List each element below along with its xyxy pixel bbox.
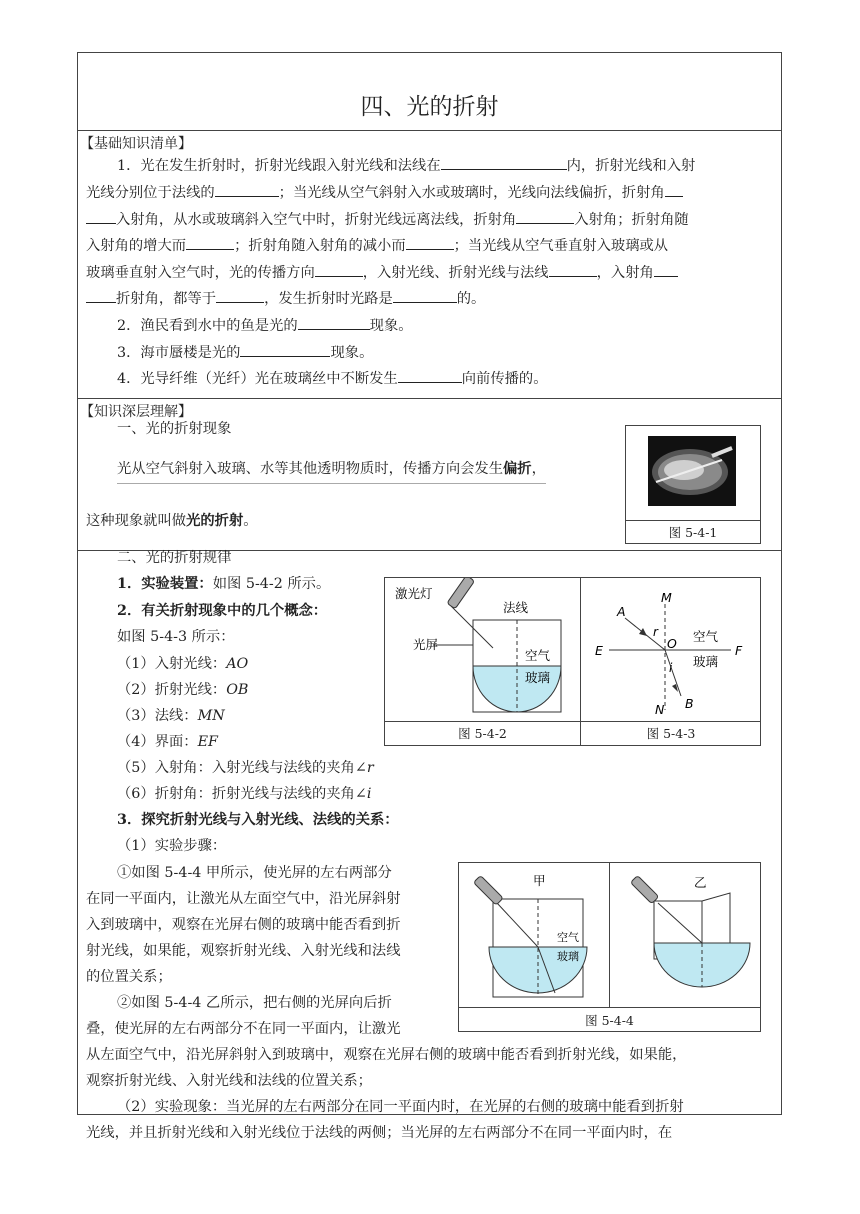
sub1-heading: 一、光的折射现象	[117, 421, 232, 437]
q1-line3: 入射角，从水或玻璃斜入空气中时，折射光线远离法线，折射角 入射角；折射角随	[86, 207, 689, 234]
concept-6: （6）折射角：折射光线与法线的夹角∠i	[117, 786, 372, 802]
label-air: 空气	[693, 629, 719, 644]
q2: 2．渔民看到水中的鱼是光的 现象。	[117, 313, 413, 340]
step2-line: 观察折射光线、入射光线和法线的位置关系；	[86, 1073, 372, 1089]
q3: 3．海市蜃楼是光的 现象。	[117, 340, 373, 367]
item2: 2．有关折射现象中的几个概念：	[117, 603, 328, 619]
concept-5: （5）入射角：入射光线与法线的夹角∠r	[117, 760, 374, 776]
label-normal: 法线	[503, 600, 529, 615]
label-B: B	[685, 696, 694, 711]
step1-line: 入到玻璃中，观察在光屏右侧的玻璃中能否看到折	[86, 917, 401, 933]
step2-line: ②如图 5-4-4 乙所示，把右侧的光屏向后折	[117, 995, 392, 1011]
figure-5-4-3-diagram	[581, 578, 762, 721]
label-yi: 乙	[694, 875, 707, 890]
label-glass: 玻璃	[557, 950, 579, 963]
item2-rest: 如图 5-4-3 所示：	[117, 629, 235, 645]
figure-5-4-1	[625, 425, 761, 544]
figure-5-4-3-caption: 图 5-4-3	[646, 726, 696, 741]
deep-heading: 【知识深层理解】	[80, 404, 192, 420]
label-r: r	[653, 625, 658, 639]
concept-4: （4）界面：EF	[117, 734, 218, 750]
label-A: A	[617, 604, 626, 619]
item1: 1．实验装置：如图 5-4-2 所示。	[117, 576, 331, 592]
step2-line: 叠，使光屏的左右两部分不在同一平面内，让激光	[86, 1021, 401, 1037]
label-i: i	[669, 661, 673, 675]
label-air: 空气	[557, 931, 579, 944]
concept-1: （1）入射光线：AO	[117, 656, 249, 672]
q1-line2: 光线分别位于法线的 ；当光线从空气斜射入水或玻璃时，光线向法线偏折，折射角	[86, 180, 683, 207]
label-glass: 玻璃	[693, 654, 719, 669]
label-laser: 激光灯	[395, 586, 433, 601]
steps-label: （1）实验步骤：	[117, 838, 227, 854]
page-title: 四、光的折射	[360, 94, 499, 120]
phenomenon-line: （2）实验现象：当光屏的左右两部分在同一平面内时，在光屏的右侧的玻璃中能看到折射	[117, 1099, 684, 1115]
step1-line: 射光线，如果能，观察折射光线、入射光线和法线	[86, 943, 401, 959]
item3: 3．探究折射光线与入射光线、法线的关系：	[117, 812, 399, 828]
q1-line6: 折射角，都等于 ，发生折射时光路是 的。	[86, 286, 485, 313]
glass-dish-photo	[626, 426, 760, 520]
q1-line1: 1．光在发生折射时，折射光线跟入射光线和法线在 内，折射光线和入射	[117, 153, 695, 180]
step2-line: 从左面空气中，沿光屏斜射入到玻璃中，观察在光屏右侧的玻璃中能否看到折射光线，如果能，	[86, 1047, 687, 1063]
figure-5-4-1-caption: 图 5-4-1	[668, 525, 718, 540]
figure-5-4-4	[458, 862, 761, 1032]
q1-line4: 入射角的增大而 ；折射角随入射角的减小而 ；当光线从空气垂直射入玻璃或从	[86, 233, 668, 260]
label-F: F	[735, 643, 743, 658]
figure-5-4-2-diagram	[385, 578, 580, 721]
phenomenon-line: 光线，并且折射光线和入射光线位于法线的两侧；当光屏的左右两部分不在同一平面内时，在	[86, 1125, 673, 1141]
step1-line: ①如图 5-4-4 甲所示，使光屏的左右两部分	[117, 865, 392, 881]
figure-5-4-2-and-3	[384, 577, 761, 746]
figure-5-4-4-yi	[610, 863, 760, 1007]
label-O: O	[667, 636, 677, 651]
para1b: 这种现象就叫做光的折射。	[86, 513, 258, 529]
label-N: N	[655, 702, 665, 717]
basic-heading: 【基础知识清单】	[80, 136, 192, 152]
step1-line: 在同一平面内，让激光从左面空气中，沿光屏斜射	[86, 891, 401, 907]
label-E: E	[595, 643, 603, 658]
laser-lamp	[447, 578, 475, 609]
step1-line: 的位置关系；	[86, 969, 172, 985]
divider	[77, 398, 782, 399]
q4: 4．光导纤维（光纤）光在玻璃丝中不断发生 向前传播的。	[117, 366, 548, 393]
para1a: 光从空气斜射入玻璃、水等其他透明物质时，传播方向会发生偏折，	[117, 456, 546, 484]
figure-5-4-4-jia	[459, 863, 609, 1007]
q1-line5: 玻璃垂直射入空气时，光的传播方向 ，入射光线、折射光线与法线 ，入射角	[86, 260, 678, 287]
concept-2: （2）折射光线：OB	[117, 682, 249, 698]
divider	[77, 130, 782, 131]
label-air: 空气	[525, 648, 551, 663]
figure-5-4-2-caption: 图 5-4-2	[458, 726, 507, 741]
label-glass: 玻璃	[525, 670, 551, 685]
label-M: M	[661, 590, 672, 605]
label-jia: 甲	[533, 873, 546, 888]
sub2-heading: 二、光的折射规律	[117, 550, 232, 566]
figure-5-4-4-caption: 图 5-4-4	[585, 1013, 634, 1028]
concept-3: （3）法线：MN	[117, 708, 225, 724]
label-screen: 光屏	[413, 637, 439, 652]
